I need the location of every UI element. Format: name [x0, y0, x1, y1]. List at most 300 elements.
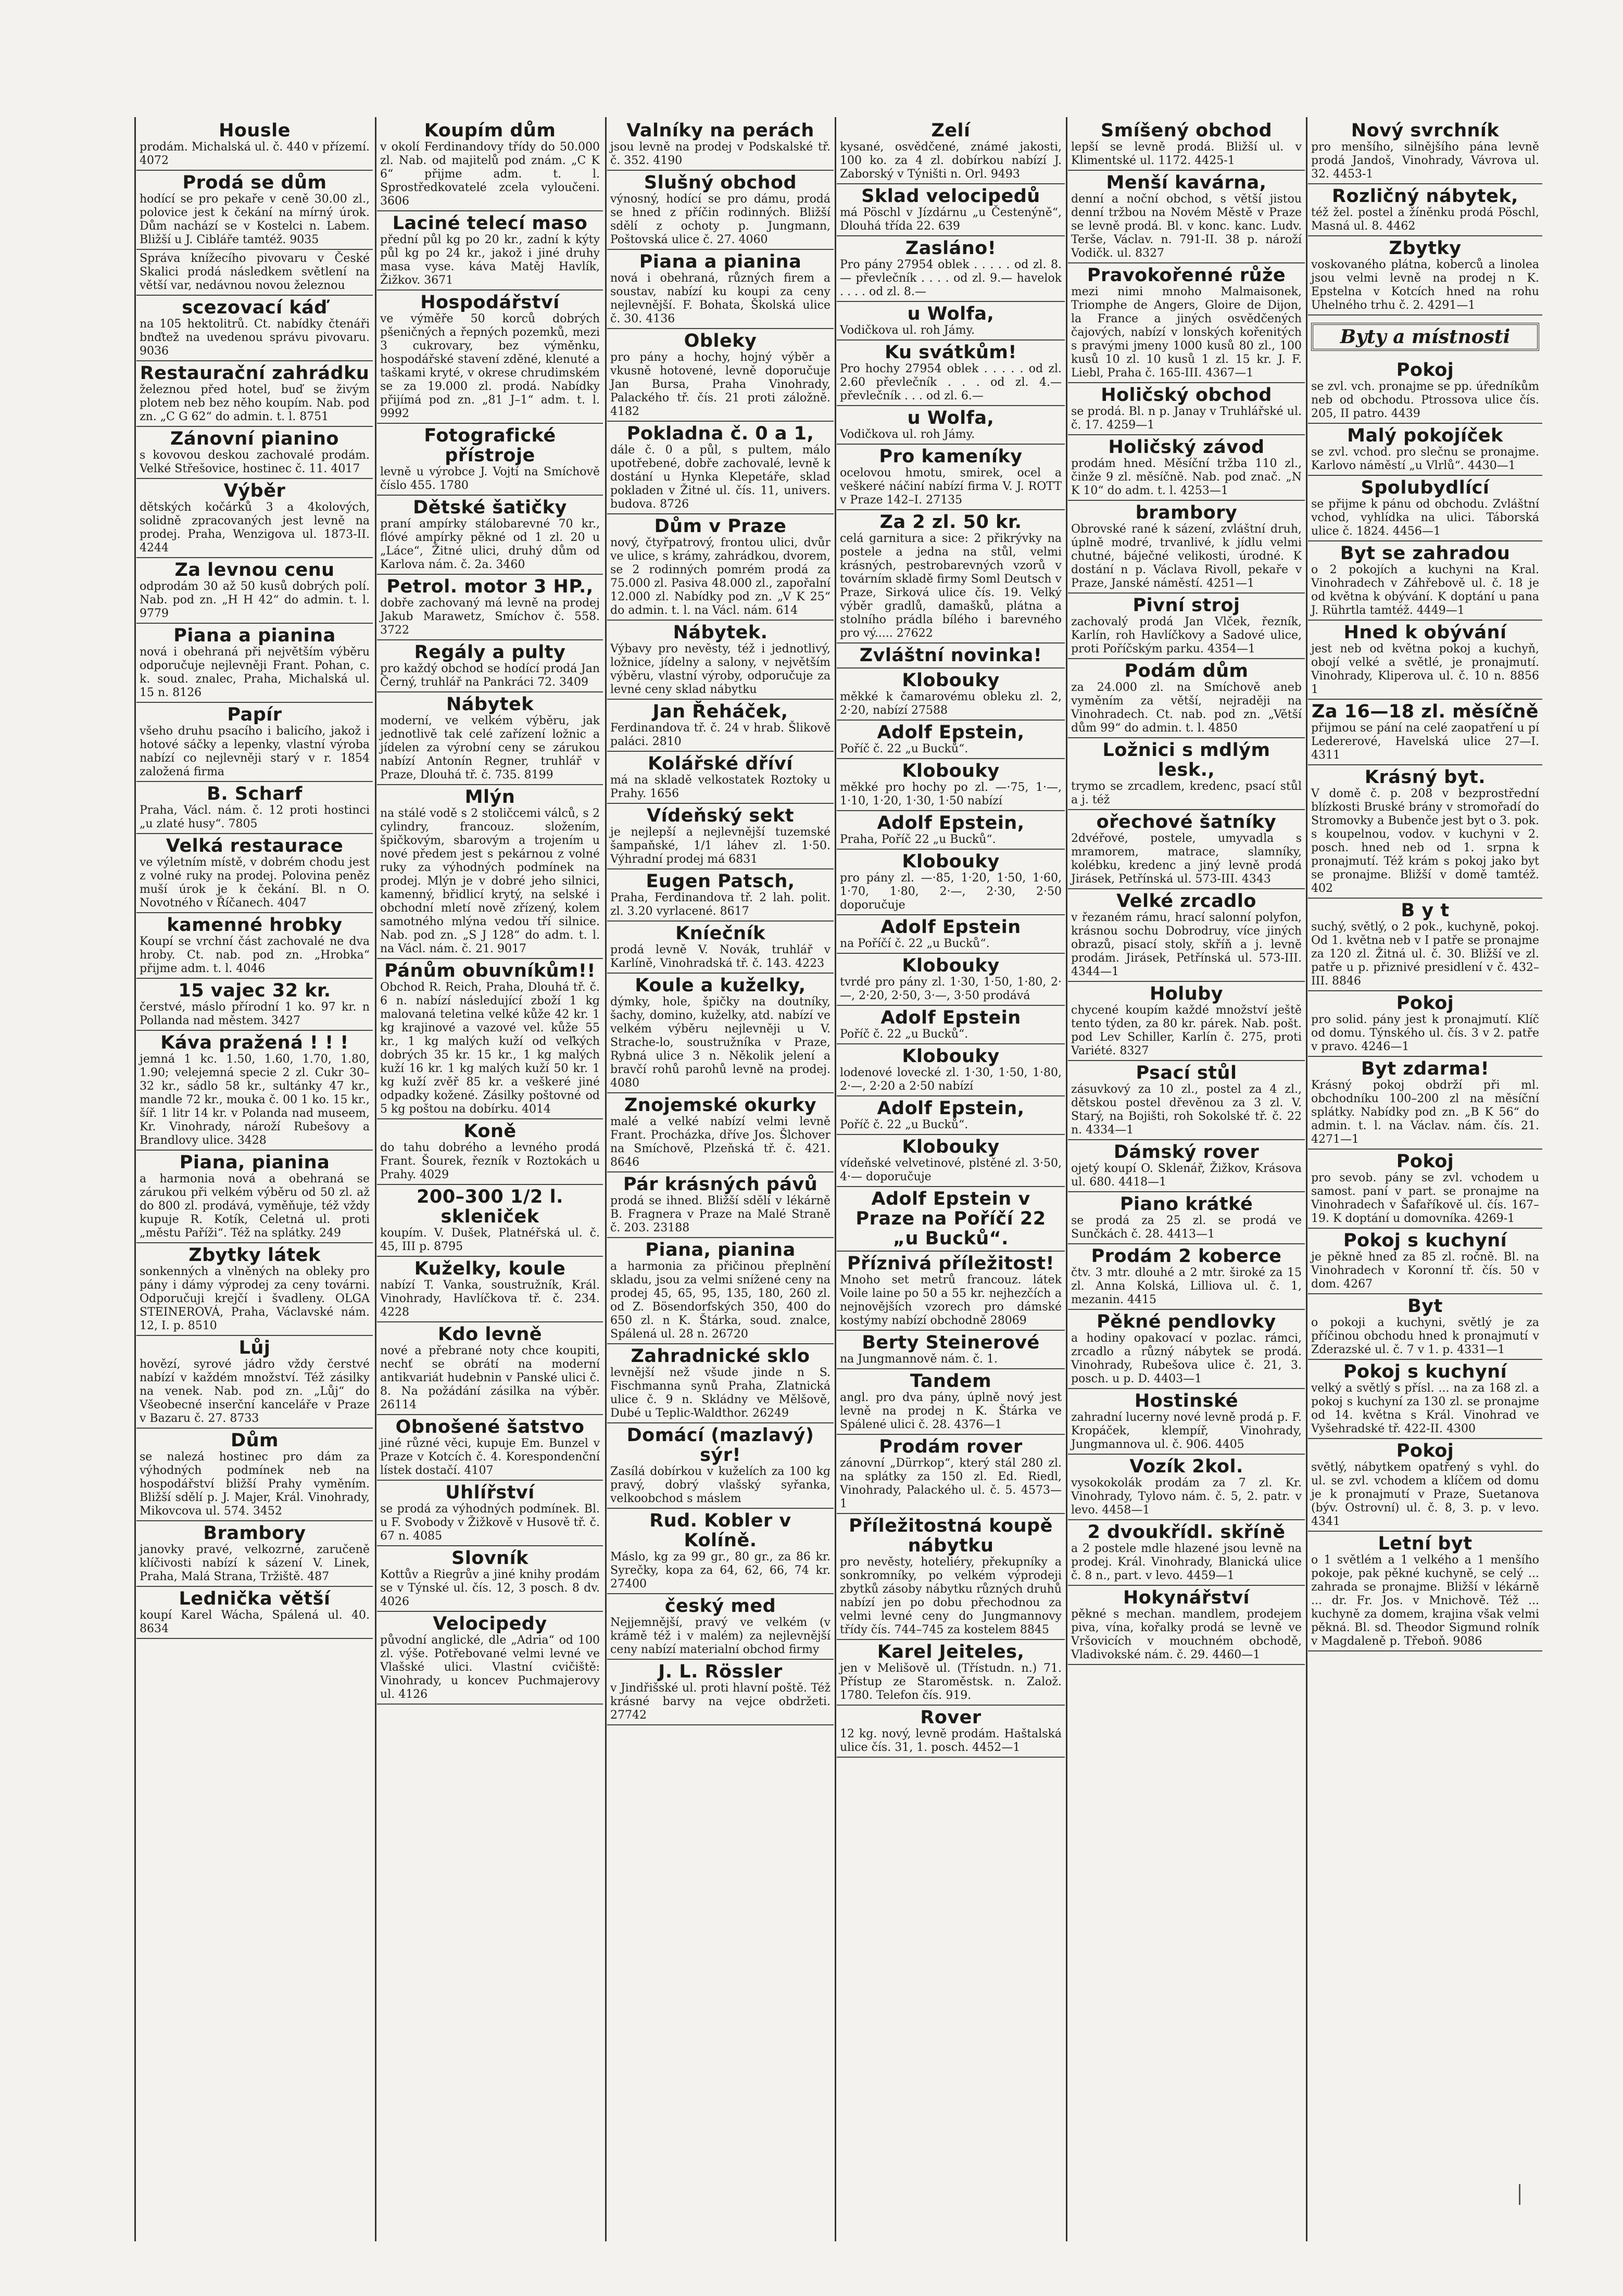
classified-ad [1308, 700, 1542, 765]
ad-text: levnější než všude jinde n S. Fischmanna synů Praha, Zlatnická ulice č. 9 n. Skládny ve Mělšově, Dubé u Teplic-Waldthor. 26249 [610, 1366, 831, 1420]
ad-text: Praha, Václ. nám. č. 12 proti hostinci „u zlaté husy“. 7805 [140, 804, 370, 830]
column-rule [375, 117, 376, 2241]
ad-headline: Nábytek [446, 694, 534, 715]
ad-headline: J. L. Rössler [658, 1661, 783, 1682]
ad-headline: Adolf Epstein, [877, 813, 1025, 834]
ad-headline: Příležitostná koupě nábytku [849, 1516, 1053, 1556]
ad-text: čerstvé, máslo přírodní 1 ko. 97 kr. n Pollanda nad městem. 3427 [140, 1001, 370, 1027]
ad-headline: Malý pokojíček [1347, 425, 1503, 446]
classified-ad [837, 644, 1065, 668]
ad-headline: Restaurační zahrádku [140, 363, 370, 384]
ad-text: je pěkně hned za 85 zl. ročně. Bl. na Vinohradech v Koronní tř. čís. 50 v dom. 4267 [1311, 1251, 1539, 1291]
ad-headline: Kolářské dříví [648, 753, 793, 774]
classified-ad [1068, 435, 1305, 501]
classified-ad [607, 250, 834, 329]
ad-column [1308, 119, 1542, 2240]
ad-headline: Adolf Epstein [880, 1007, 1021, 1028]
ad-text: pro každý obchod se hodící prodá Jan Černý, truhlář na Pankráci 72. 3409 [380, 662, 600, 689]
classified-ad [1308, 119, 1542, 184]
classified-ad [377, 575, 603, 640]
classified-ad [1308, 765, 1542, 899]
ad-headline: 15 vajec 32 kr. [178, 980, 331, 1001]
ad-headline: Pokoj [1396, 1441, 1454, 1461]
ad-headline: Slovník [451, 1548, 529, 1569]
ad-headline: Berty Steinerové [862, 1332, 1040, 1353]
ad-text: Ferdinandova tř. č. 24 v hrab. Šlikově paláci. 2810 [610, 722, 831, 748]
ad-headline: Dům [231, 1430, 279, 1451]
classified-ad [837, 1135, 1065, 1187]
ad-headline: Pokladna č. 0 a 1, [626, 423, 814, 444]
classified-ad [1308, 1439, 1542, 1532]
ad-text: dobře zachovaný má levně na prodej Jakub Marawetz, Smíchov č. 558. 3722 [380, 597, 600, 637]
ad-text: janovky pravé, velkozrné, zaručeně klíčivosti nabízí k sázení V. Linek, Praha, Malá Strana, Tržiště. 487 [140, 1543, 370, 1583]
classified-ad [837, 510, 1065, 644]
classified-ad [377, 640, 603, 692]
ad-headline: Velocipedy [433, 1613, 547, 1634]
classified-ad [837, 236, 1065, 302]
ad-text: má Pöschl v Jízdárnu „u Čestenýně“, Dlouhá třída 22. 639 [840, 206, 1062, 233]
ad-text: levně u výrobce J. Vojtí na Smíchově číslo 455. 1780 [380, 465, 600, 492]
ad-headline: Brambory [203, 1523, 306, 1544]
classified-ad [837, 759, 1065, 811]
ad-text: zahradní lucerny nové levně prodá p. F. Kropáček, klempíř, Vinohrady, Jungmannova ul. č. 906. 4405 [1071, 1411, 1302, 1451]
classified-ad [377, 959, 603, 1119]
ad-text: ocelovou hmotu, smirek, ocel a veškeré náčiní nabízí firma V. J. ROTT v Praze 142–I. 27135 [840, 466, 1062, 507]
ad-headline: Piana a pianina [173, 625, 336, 646]
ad-headline: Krásný byt. [1364, 767, 1486, 788]
classified-ad [837, 1435, 1065, 1514]
ad-text: se prodá za 25 zl. se prodá ve Sunčkách č. 28. 4413—1 [1071, 1214, 1302, 1241]
ad-column [136, 119, 373, 2240]
ad-headline: Obleky [684, 331, 757, 351]
ad-text: světlý, nábytkem opatřený s vyhl. do ul. se zvl. vchodem a klíčem od domu je k pronajmutí v Praze, Suetanova (býv. Ostrovní) ul. č. 8, 3. p. v levo. 4341 [1311, 1461, 1539, 1528]
classified-ad [1308, 899, 1542, 991]
ad-text: o 2 pokojích a kuchyni na Kral. Vinohradech v Záhřebově ul. č. 18 je od května k obývání. K doptání u pana J. Rührtla tamtéž. 4449—1 [1311, 563, 1539, 617]
ad-headline: Nový svrchník [1351, 120, 1500, 141]
ad-text: prodám. Michalská ul. č. 440 v přízemí. 4072 [140, 141, 370, 167]
ad-text: a 2 postele mdle hlazené jsou levně na prodej. Král. Vinohrady, Blanická ulice č. 8 n., part. v levo. 4459—1 [1071, 1542, 1302, 1582]
classified-ad [837, 340, 1065, 406]
ad-headline: Podám dům [1124, 661, 1249, 682]
ad-text: je nejlepší a nejlevnější tuzemské šampaňské, 1/1 láhev zl. 1·50. Výhradní prodej má 6831 [610, 826, 831, 866]
ad-headline: Obnošené šatstvo [395, 1417, 585, 1437]
classified-ad [1308, 1150, 1542, 1229]
ad-headline: Uhlířství [445, 1482, 535, 1503]
classified-ad [377, 496, 603, 575]
classified-ad [377, 692, 603, 785]
classified-ad [136, 1151, 373, 1243]
ad-headline: Pěkné pendlovky [1097, 1311, 1276, 1332]
classified-ad [377, 424, 603, 496]
ad-text: nová i obehraná při největším výběru odporučuje nejlevněji Frant. Pohan, c. k. soud. znalec, Praha, Michalská ul. 15 n. 8126 [140, 646, 370, 699]
ad-headline: Zasláno! [905, 238, 997, 259]
classified-ad [1308, 1057, 1542, 1150]
ad-text: a hodiny opakovací v pozlac. rámci, zrcadlo a různý nábytek se prodá. Vinohrady, Rubešova ulice č. 21, 3. posch. u p. D. 4403—1 [1071, 1332, 1302, 1385]
ad-headline: Pánům obuvníkům!! [384, 961, 596, 981]
ad-text: za 24.000 zl. na Smíchově aneb vyměním za větší, nejraději na Vinohradech. Ct. nab. pod zn. „Větší dům 99“ do admin. t. l. 4850 [1071, 681, 1302, 735]
classified-ad [377, 291, 603, 424]
ad-text: angl. pro dva pány, úplně nový jest levně na prodej n K. Štárka ve Spálené ulici č. 28. 4376—1 [840, 1391, 1062, 1431]
classified-ad [837, 1706, 1065, 1758]
classified-ad [837, 1514, 1065, 1640]
ad-text: denní a noční obchod, s větší jistou denní tržbou na Novém Městě v Praze se levně prodá. Bl. v konc. kanc. Ludv. Terše, Václav. n. 791-II. 38 p. nároží Vodičk. ul. 8327 [1071, 193, 1302, 260]
classified-ad [136, 1243, 373, 1336]
classified-ad [837, 915, 1065, 954]
ad-headline: Dámský rover [1113, 1142, 1260, 1163]
ad-headline: Housle [219, 120, 291, 141]
classified-ad [1068, 594, 1305, 659]
ad-text: Pro hochy 27954 oblek . . . . . od zl. 2.60 převlečník . . . od zl. 4.— převlečník . . . od zl. 6.— [840, 362, 1062, 402]
ad-text: do tahu dobrého a levného prodá Frant. Šourek, řezník v Roztokách u Prahy. 4029 [380, 1141, 600, 1181]
ad-headline: Valníky na perách [626, 120, 814, 141]
ad-text: zachovalý prodá Jan Vlček, řezník, Karlín, roh Havlíčkovy a Sadové ulice, proti Poříčským parku. 4354—1 [1071, 615, 1302, 655]
ad-headline: Byt [1407, 1296, 1443, 1317]
ad-text: jiné různé věci, kupuje Em. Bunzel v Praze v Kotcích č. 4. Korespondenční lístek dostačí. 4107 [380, 1437, 600, 1477]
classified-ad [1308, 236, 1542, 316]
ad-text: hovězí, syrové jádro vždy čerstvé nabízí v každém množství. Též zásilky na venek. Nab. pod zn. „Lůj“ do Všeobecné inserční kanceláře v Praze v Bazaru č. 27. 8733 [140, 1358, 370, 1425]
ad-text: čtv. 3 mtr. dlouhé a 2 mtr. široké za 15 zl. Anna Kolská, Lilliova ul. č. 1, mezanin. 4415 [1071, 1266, 1302, 1306]
ad-text: na Jungmannově nám. č. 1. [840, 1353, 998, 1366]
classified-ad [837, 1096, 1065, 1135]
classified-ad [1308, 184, 1542, 236]
ad-text: lepší se levně prodá. Bližší ul. v Klimentské ul. 1172. 4425-1 [1071, 141, 1302, 167]
ad-text: odprodám 30 až 50 kusů dobrých polí. Nab. pod zn. „H H 42“ do admin. t. l. 9779 [140, 580, 370, 620]
classified-ad [837, 184, 1065, 236]
ad-headline: Lůj [238, 1338, 271, 1358]
ad-text: nové a přebrané noty chce koupiti, nechť se obrátí na moderní antikvariát hudebnin v Panské ulici č. 8. Na požádání zásilka na výběr. 26114 [380, 1344, 600, 1411]
classified-ad [1308, 1532, 1542, 1651]
classified-ad [136, 361, 373, 427]
ad-text: koupí Karel Wácha, Spálená ul. 40. 8634 [140, 1609, 370, 1635]
classified-ad [1068, 1140, 1305, 1192]
column-rule [605, 117, 607, 2241]
classified-ad [607, 974, 834, 1093]
classified-ad [607, 422, 834, 514]
ad-column [1068, 119, 1305, 2240]
ad-text: tvrdé pro pány zl. 1·30, 1·50, 1·80, 2·—, 2·20, 2·50, 3·—, 3·50 prodává [840, 976, 1062, 1002]
ad-headline: Adolf Epstein v Praze na Poříčí 22 „u Bucků“. [855, 1189, 1046, 1249]
ad-text: Koupí se vrchní část zachovalé ne dva hroby. Ct. nab. pod zn. „Hrobka“ přijme adm. t. l. 4046 [140, 935, 370, 975]
classified-ad [1308, 541, 1542, 621]
ad-text: Pro pány 27954 oblek . . . . . od zl. 8.— převlečník . . . . od zl. 9.— havelok . . . . od zl. 8.— [840, 258, 1062, 298]
ad-headline: Zánovní pianino [170, 428, 339, 449]
ad-headline: Piana, pianina [645, 1240, 796, 1260]
classified-ad [837, 1006, 1065, 1044]
ad-text: výnosný, hodící se pro dámu, prodá se hned z příčin rodinných. Bližší sdělí z ochoty p. Jungmann, Poštovská ulice č. 27. 4060 [610, 193, 831, 246]
column-rule [134, 117, 136, 2241]
ad-headline: Pokoj [1396, 360, 1454, 381]
classified-ad [1308, 1360, 1542, 1439]
ad-headline: Za levnou cenu [174, 560, 335, 581]
classified-ad [607, 514, 834, 621]
classified-ad [136, 1521, 373, 1587]
ad-text: voskovaného plátna, koberců a linolea jsou velmi levně na prodej n K. Epstelna v Kotcích hned na rohu Uhelného trhu č. 2. 4291—1 [1311, 258, 1539, 312]
ad-headline: Zahradnické sklo [631, 1346, 810, 1367]
ad-text: Nejjemnější, pravý ve velkém (v krámě též i v malém) za nejlevnější ceny nabízí materialní obchod firmy [610, 1616, 831, 1656]
classified-ad [1068, 383, 1305, 435]
classified-ad [607, 1594, 834, 1660]
ad-headline: Sklad velocipedů [861, 186, 1040, 207]
ad-headline: Adolf Epstein, [877, 1098, 1025, 1119]
ad-column [377, 119, 603, 2240]
classified-ad [377, 119, 603, 211]
ad-headline: Příznivá příležitost! [847, 1253, 1055, 1274]
classified-ad [607, 804, 834, 869]
classified-ad [837, 1252, 1065, 1331]
classified-ad [1068, 171, 1305, 263]
ad-headline: Papír [227, 704, 282, 725]
ad-headline: Klobouky [902, 670, 1000, 691]
classified-ad [1068, 1310, 1305, 1389]
classified-ad [377, 1546, 603, 1612]
ad-headline: Prodám rover [879, 1436, 1023, 1457]
classified-ad [837, 1044, 1065, 1096]
classified-ad [607, 119, 834, 171]
ad-text: Poříč č. 22 „u Bucků“. [840, 1118, 968, 1131]
ad-headline: Rover [920, 1707, 982, 1728]
classified-ad [136, 979, 373, 1031]
ad-text: malé a velké nabízí velmi levně Frant. Procházka, dříve Jos. Šlchover na Smíchově, Plzeňská tř. č. 421. 8646 [610, 1115, 831, 1169]
classified-ad [1308, 991, 1542, 1057]
ad-text: zánovní „Dürrkop“, který stál 280 zl. na splátky za 150 zl. Ed. Riedl, Vinohrady, Palackého ul. č. 5. 4573—1 [840, 1457, 1062, 1510]
ad-headline: Prodám 2 koberce [1091, 1246, 1282, 1267]
classified-ad [1068, 1061, 1305, 1140]
ad-headline: Psací stůl [1136, 1063, 1237, 1083]
ad-headline: Nábytek. [673, 622, 768, 643]
classified-ad [607, 1093, 834, 1172]
ad-text: nový, čtyřpatrový, frontou ulici, dvůr ve ulice, s krámy, zahrádkou, dvorem, se 2 rodinných pomrém prodá za 75.000 zl. Pasiva 48.000 zl., zapořalní 12.000 zl. Nabídky pod zn. „V K 25“ do admin. t. l. na Václ. nám. 614 [610, 536, 831, 617]
classified-ad [136, 1429, 373, 1521]
classified-ad [1068, 1586, 1305, 1665]
ad-text: Kottův a Riegrův a jiné knihy prodám se v Týnské ul. čís. 12, 3 posch. 8 dv. 4026 [380, 1568, 600, 1608]
classified-ad [1068, 1389, 1305, 1455]
ad-headline: Holičský závod [1108, 437, 1265, 458]
ad-text: pro pány a hochy, hojný výběr a vkusně hotovené, levně doporučuje Jan Bursa, Praha Vinohrady, Palackého tř. čís. 21 proti záložně. 4182 [610, 351, 831, 418]
classified-ad [1068, 1520, 1305, 1586]
ad-headline: u Wolfa, [907, 304, 995, 324]
classified-ad [607, 1423, 834, 1509]
classified-ad [837, 954, 1065, 1006]
ad-headline: scezovací káď [182, 297, 328, 318]
classified-ad [377, 1257, 603, 1322]
classified-ad [1068, 659, 1305, 738]
classified-ad [837, 811, 1065, 850]
ad-headline: Koně [463, 1121, 517, 1142]
ad-text: hodící se pro pekaře v ceně 30.00 zl., polovice jest k čekání na mírný úrok. Dům nachází se v Kostelci n. Labem. Bližší u J. Cibláře tamtéž. 9035 [140, 193, 370, 246]
ad-text: železnou před hotel, buď se živým plotem neb bez něho koupím. Nab. pod zn. „C G 62“ do admin. t. l. 8751 [140, 383, 370, 423]
ad-text: praní ampírky stálobarevné 70 kr., flóvé ampírky pěkné od 1 zl. 20 u „Láce“, Žitné ulici, druhý dům od Karlova nám. č. 2a. 3460 [380, 518, 600, 571]
ad-headline: Pokoj [1396, 993, 1454, 1014]
ad-headline: Pokoj [1396, 1151, 1454, 1172]
classified-ad [377, 211, 603, 291]
ad-text: prodá levně V. Novák, truhlář v Karlíně, Vinohradská tř. č. 143. 4223 [610, 943, 831, 970]
ad-text: Praha, Poříč 22 „u Bucků“. [840, 833, 996, 846]
ad-text: na stálé vodě s 2 stoličcemi válců, s 2 cylindry, francouz. složením, špičkovým, sbarovým a trojením u nové předem jest s pekárnou z volné ruky za výhodných podmínek na prodej. Mlýn je v dobré jeho silnici, kamenný, břidlicí krytý, na selské i obchodní mletí nově zřízený, kolem samotného mlýna vedou tří silnice. Nab. pod zn. „S J 128“ do adm. t. l. na Václ. nám. č. 21. 9017 [380, 807, 600, 955]
column-rule [1306, 117, 1307, 2241]
classified-ad [837, 1369, 1065, 1435]
section-heading: Byty a místnosti [1311, 323, 1539, 351]
classified-ad [1068, 263, 1305, 383]
ad-text: koupím. V. Dušek, Platnéřská ul. č. 45, III p. 8795 [380, 1227, 600, 1253]
ad-text: ojetý koupí O. Sklenář, Žižkov, Krásova ul. 680. 4418—1 [1071, 1162, 1302, 1189]
classified-ad [837, 445, 1065, 510]
classified-ad [1308, 476, 1542, 541]
ad-text: Poříč č. 22 „u Bucků“. [840, 742, 968, 755]
classified-ad [136, 250, 373, 296]
ad-text: V domě č. p. 208 v bezprostřední blízkosti Bruské brány v stromořadí do Stromovky a Bubenče jest byt o 3. pok. s koupelnou, vodov. v kuchyni v 2. posch. hned neb od 1. srpna k pronajmutí. Též krám s pokoj jako byt se pronajme. Bližší v domě tamtéž. 402 [1311, 787, 1539, 895]
classified-ad [136, 479, 373, 558]
ad-text: Obchod R. Reich, Praha, Dlouhá tř. č. 6 n. nabízí následující zboží 1 kg malovaná teletina velké kůže 42 kr. 1 kg krajinové a vazové vel. kůže 55 kr., 1 kg malých kuží od veľkých dobrých 35 kr. 15 kr., 1 kg malých kuží 16 kr. 1 kg malých kuží 50 kr. 1 kg kuží zvěř 85 kr. a veškeré jiné odpadky kožené. Zásilky poštovné od 5 kg poštou na dobírku. 4014 [380, 981, 600, 1116]
ad-text: o pokoji a kuchyni, světlý je za příčinou obchodu hned k pronajmutí v Zderazské ul. č. 7 v 1. p. 4331—1 [1311, 1316, 1539, 1356]
ad-text: Mnoho set metrů francouz. látek Voile laine po 50 a 55 kr. nejhezčích a nejnovějších vzorech pro dámské kostýmy nabízí obchodně 28069 [840, 1273, 1062, 1327]
ad-headline: Za 2 zl. 50 kr. [879, 512, 1022, 533]
ad-headline: Slušný obchod [644, 172, 797, 193]
classified-ad [1068, 982, 1305, 1061]
classified-ad [1308, 1294, 1542, 1360]
ad-headline: Klobouky [902, 761, 1000, 781]
ad-headline: Koupím dům [424, 120, 556, 141]
ad-headline: Piano krátké [1119, 1194, 1253, 1215]
classified-ad [607, 869, 834, 922]
ad-headline: Byt zdarma! [1361, 1058, 1490, 1079]
classified-ad [136, 171, 373, 250]
ad-headline: Piana, pianina [179, 1152, 330, 1173]
classified-ad [1068, 119, 1305, 171]
ad-text: o 1 světlém a 1 velkého a 1 menšího pokoje, pak pěkné kuchyně, se celý ... zahrada se pronajme. Bližší v lékárně ... dr. Fr. Jos. v Mnichově. Též ... kuchyně za domem, krajina však velmi pěkná. Bl. sd. Theodor Sigmund rolník v Magdaleně p. Třeboň. 9086 [1311, 1554, 1539, 1648]
classified-ad [607, 621, 834, 700]
ad-headline: Dům v Praze [654, 516, 787, 537]
ad-headline: Velké zrcadlo [1116, 891, 1256, 912]
ad-headline: Menší kavárna, [1106, 172, 1267, 193]
ad-text: nabízí T. Vanka, soustružník, Král. Vinohrady, Havlíčkova tř. č. 234. 4228 [380, 1279, 600, 1319]
ad-headline: Adolf Epstein, [877, 722, 1025, 743]
ad-text: a harmonia za přičinou přeplnění skladu, jsou za velmi snížené ceny na prodej 45, 65, 95, 135, 180, 260 zl. od Z. Bösendorfských 350, 400 do 650 zl. n K. Štárka, soud. znalce, Spálená ul. 28 n. 26720 [610, 1260, 831, 1341]
ad-text: Správa knížecího pivovaru v České Skalici prodá následkem světlení na větší var, nedávnou novou železnou [140, 252, 370, 292]
ad-text: se prodá za výhodných podmínek. Bl. u F. Svobody v Žižkově v Husově tř. č. 67 n. 4085 [380, 1503, 600, 1543]
ad-column [607, 119, 834, 2240]
ad-headline: Karel Jeiteles, [877, 1642, 1025, 1662]
ad-text: měkké k čamarovému obleku zl. 2, 2·20, nabízí 27588 [840, 690, 1062, 717]
classified-ad [837, 1331, 1065, 1369]
ad-text: Výbavy pro nevěsty, též i jednotlivý, ložnice, jídelny a salony, v největším výběru, vlastní výroby, odporučuje za levné ceny sklad nábytku [610, 642, 831, 696]
classified-ad [837, 668, 1065, 721]
ad-text: Obrovské rané k sázení, zvláštní druh, úplně modré, trvanlivé, k jídlu velmi chutné, báječné velikosti, úrodné. K dostání n p. Václava Rivoll, pekaře v Praze, Janské náměstí. 4251—1 [1071, 523, 1302, 590]
ad-text: se zvl. vch. pronajme se pp. úředníkům neb od obchodu. Ptrossova ulice čís. 205, II patro. 4439 [1311, 380, 1539, 420]
ad-text: jen v Melišově ul. (Třístudn. n.) 71. Přístup ze Staroměstsk. n. Založ. 1780. Telefon čís. 919. [840, 1662, 1062, 1702]
ad-headline: Kdo levně [437, 1324, 543, 1345]
ad-headline: u Wolfa, [907, 408, 995, 428]
ad-headline: Petrol. motor 3 HP., [386, 576, 594, 597]
ad-headline: kamenné hrobky [167, 915, 343, 936]
ad-headline: Kníečník [675, 923, 765, 944]
ad-headline: Ku svátkům! [885, 342, 1017, 363]
ad-text: Poříč č. 22 „u Bucků“. [840, 1028, 968, 1041]
classified-ad [1308, 1229, 1542, 1294]
classified-ad [837, 1187, 1065, 1252]
ad-text: zásuvkový za 10 zl., postel za 4 zl., dětskou postel dřevěnou za 3 zl. V. Starý, na Bojišti, roh Sokolské tř. č. 22 n. 4334—1 [1071, 1083, 1302, 1137]
classified-ad [136, 624, 373, 703]
classified-ad [607, 1509, 834, 1594]
classified-ad [607, 171, 834, 250]
ad-headline: Mlýn [464, 787, 515, 808]
ad-headline: Lednička větší [179, 1588, 331, 1609]
ad-headline: B. Scharf [207, 784, 303, 804]
ad-text: pro nevěsty, hoteliéry, překupníky a sonkromníky, po velkém výprodeji zbytků zásoby nábytku různých druhů nabízí jen po dobu přechodnou za velmi levné ceny do Jungmannovy třídy čís. 744–745 za kostelem 8845 [840, 1556, 1062, 1636]
ad-text: pro solid. pány jest k pronajmutí. Klíč od domu. Týnského ul. čís. 3 v 2. patře v pravo. 4246—1 [1311, 1013, 1539, 1053]
ad-headline: Kuželky, koule [414, 1258, 566, 1279]
classified-ad [1068, 1192, 1305, 1244]
ad-text: v okolí Ferdinandovy třídy do 50.000 zl. Nab. od majitelů pod znám. „C K 6“ přijme adm. t. l. Sprostředkovatelé zcela vyloučeni. 3606 [380, 141, 600, 208]
ad-headline: Klobouky [902, 1137, 1000, 1157]
ad-text: suchý, světlý, o 2 pok., kuchyně, pokoj. Od 1. května neb v I patře se pronajme za 120 zl. Žitná ul. č. 30. Bližší ve zl. patře u p. přiznivé presidlení v č. 432–III. 8846 [1311, 920, 1539, 988]
classified-ad [837, 302, 1065, 340]
classified-ad [377, 1612, 603, 1705]
classified-ad [607, 1344, 834, 1423]
ad-headline: Piana a pianina [639, 251, 802, 272]
classified-ad [136, 296, 373, 361]
ad-headline: Laciné telecí maso [392, 213, 588, 234]
ad-text: sonkenných a vlněných na obleky pro pány i dámy výprodej za ceny továrni. Odporučuji krejčí i švadleny. OLGA STEINEROVÁ, Praha, Václavské nám. 12, I. p. 8510 [140, 1265, 370, 1332]
ad-headline: 200–300 1/2 l. skleniček [417, 1187, 563, 1227]
classified-ad [837, 119, 1065, 184]
ad-text: celá garnitura a sice: 2 přikrývky na postele a jedna na stůl, velmi krásných, pestrobarevných vzorů v továrním skladě firmy Soml Deutsch v Praze, Sirková ulice čís. 19. Velký výběr gradlů, damašků, plátna a stolního prádla bílého i barevného pro vý..... 27622 [840, 532, 1062, 640]
ad-headline: Klobouky [902, 851, 1000, 872]
classified-ad [1068, 1455, 1305, 1520]
ad-headline: Koule a kuželky, [635, 975, 806, 996]
ad-headline: Za 16—18 zl. měsíčně [1311, 701, 1539, 722]
ad-headline: Zvláštní novinka! [859, 645, 1042, 666]
classified-ad [377, 1185, 603, 1257]
ad-text: 2dvéřové, postele, umyvadla s mramorem, matrace, slamníky, kolébku, kredenc a jiný levně prodá Jirásek, Petřínská ul. 573-III. 4343 [1071, 832, 1302, 886]
classified-ad [1068, 501, 1305, 594]
classified-ad [607, 329, 834, 422]
ad-headline: Pokoj s kuchyní [1343, 1361, 1507, 1382]
ad-text: jemná 1 kc. 1.50, 1.60, 1.70, 1.80, 1.90; velejemná specie 2 zl. Cukr 30–32 kr., sádlo 58 kr., sultánky 47 kr., mandle 72 kr., mouka č. 00 1 ko. 15 kr., šíř. 1 litr 14 kr. v Polanda nad museem, Kr. Vinohrady, nároží Rubešovy a Brandlovy ulice. 3428 [140, 1053, 370, 1147]
ad-text: trymo se zrcadlem, kredenc, psací stůl a j. též [1071, 780, 1302, 806]
ad-headline: Zbytky [1389, 238, 1462, 259]
ad-headline: Znojemské okurky [624, 1095, 817, 1116]
ad-text: ve výletním místě, v dobrém chodu jest z volné ruky na prodej. Polovina peněz muší úrok je k čekání. Bl. n O. Novotného v Říčanech. 4047 [140, 856, 370, 910]
ad-text: velký a světlý s přísl. ... na za 168 zl. a pokoj s kuchyní za 130 zl. se pronajme od 14. května s Král. Vinohrad ve Vyšehradské tř. 422-II. 4300 [1311, 1382, 1539, 1435]
classified-ad [136, 782, 373, 834]
ad-headline: Hned k obývání [1343, 622, 1507, 643]
ad-text: ve výměře 50 korců dobrých pšeničných a řepných pozemků, mezi 3 cukrovary, bez výměnku, hospodářské stavení zděné, klenuté a taškami kryté, v okrese chrudimském se za 19.000 zl. prodá. Nabídky přijímá pod zn. „81 J–1“ adm. t. l. 9992 [380, 312, 600, 420]
ad-headline: ořechové šatníky [1096, 812, 1277, 832]
ad-headline: Výběr [223, 481, 286, 501]
ad-headline: Pivní stroj [1133, 595, 1240, 616]
ad-text: a harmonia nová a obehraná se zárukou při velkém výběru od 50 zl. až do 800 zl. prodává, vyměňuje, též vždy kupuje R. Kotík, Celetná ul. proti „městu Paříži“. Též na splátky. 249 [140, 1172, 370, 1240]
ad-text: vysokokolák prodám za 7 zl. Kr. Vinohrady, Tylovo nám. č. 5, 2. patr. v levo. 4458—1 [1071, 1477, 1302, 1517]
ad-headline: Adolf Epstein [880, 917, 1021, 938]
ad-text: měkké pro hochy po zl. —·75, 1·—, 1·10, 1·20, 1·30, 1·50 nabízí [840, 781, 1062, 808]
ad-text: se zvl. vchod. pro slečnu se pronajme. Karlovo náměstí „u Vlrlů“. 4430—1 [1311, 446, 1539, 472]
ad-headline: brambory [1135, 502, 1238, 523]
classified-ad [607, 922, 834, 974]
ad-text: nová i obehraná, různých firem a soustav, nabízí ku koupi za ceny nejlevnější. F. Bohata, Školská ulice č. 30. 4136 [610, 272, 831, 325]
ad-text: se nalezá hostinec pro dám za výhodných podmínek neb na hospodářství bližší Prahy vyměním. Bližší sdělí p. J. Majer, Král. Vinohrady, Mikovcova ul. 574. 3452 [140, 1450, 370, 1518]
ad-text: se přijme k pánu od obchodu. Zvláštní vchod, vyhlídka na ulici. Táborská ulice č. 1824. 4456—1 [1311, 498, 1539, 538]
ad-text: Vodičkova ul. roh Jámy. [840, 428, 975, 441]
ad-text: Máslo, kg za 99 gr., 80 gr., za 86 kr. Syrečky, kopa za 64, 62, 66, 74 kr. 27400 [610, 1550, 831, 1591]
ad-text: vídeňské velvetinové, plstěné zl. 3·50, 4·— doporučuje [840, 1157, 1062, 1183]
ad-text: 12 kg. nový, levně prodám. Haštalská ulice čís. 31, 1. posch. 4452—1 [840, 1727, 1062, 1754]
ad-text: pro menšího, silnějšího pána levně prodá Jandoš, Vinohrady, Vávrova ul. 32. 4453-1 [1311, 141, 1539, 181]
column-rule [1066, 117, 1067, 2241]
ad-text: dětských kočárků 3 a 4kolových, solidně zpracovaných jest levně na prodej. Praha, Wenzigova ul. 1873-II. 4244 [140, 501, 370, 554]
classified-ad [837, 850, 1065, 915]
ad-text: dále č. 0 a půl, s pultem, málo upotřebené, dobře zachovalé, levně k dostání u Hynka Klepetáře, sklad pokladen v Žitné ul. čís. 11, univers. budova. 8726 [610, 444, 831, 511]
classified-ad [136, 427, 373, 479]
